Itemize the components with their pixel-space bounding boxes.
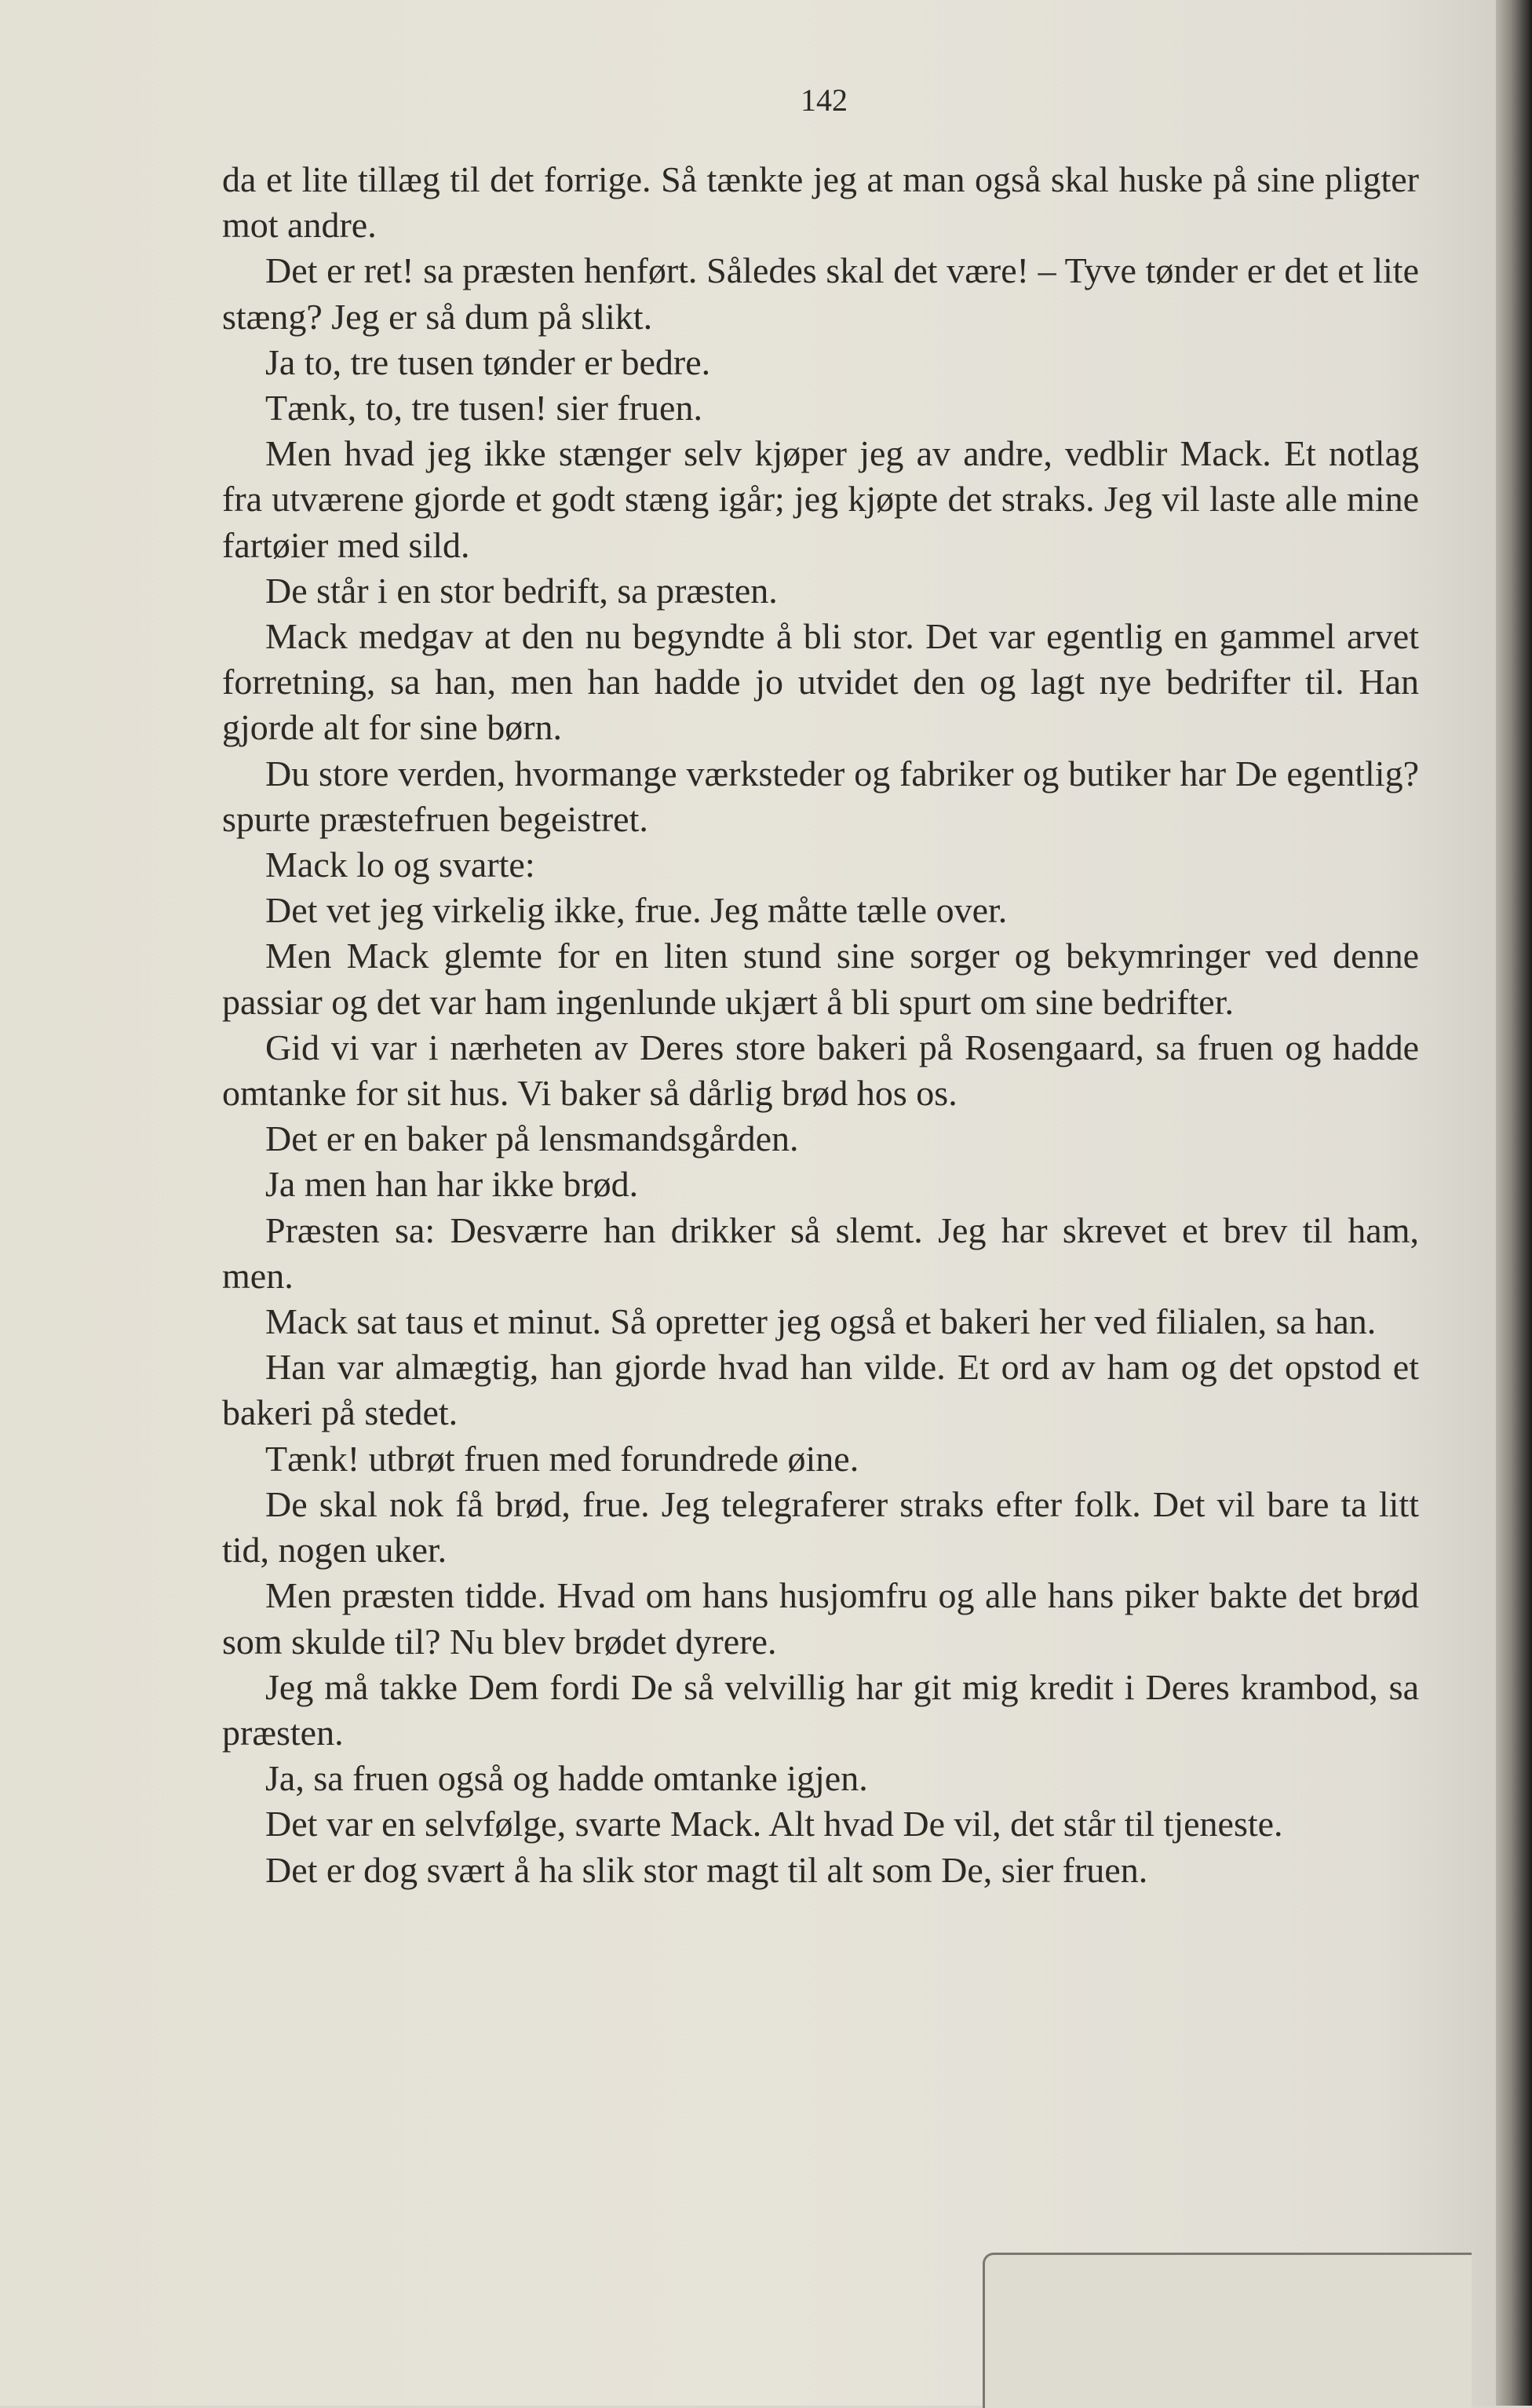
paragraph: Præsten sa: Desværre han drikker så slemt. Jeg har skrevet et brev til ham, men. [222,1209,1419,1296]
body-text [222,157,1419,1893]
paragraph: Det vet jeg virkelig ikke, frue. Jeg måtte tælle over. [265,890,1008,931]
page-tab-marker [983,2253,1472,2408]
paragraph: Tænk! utbrøt fruen med forundrede øine. [265,1438,859,1479]
paragraph: Ja men han har ikke brød. [265,1164,639,1205]
paragraph: Det er ret! sa præsten henført. Således skal det være! – Tyve tønder er det et lite stæng? Jeg er så dum på slikt. [222,250,1419,337]
page-edge-shadow [1496,0,1532,2406]
paragraph: De skal nok få brød, frue. Jeg telegraferer straks efter folk. Det vil bare ta litt tid, nogen uker. [222,1483,1419,1571]
paragraph: Gid vi var i nærheten av Deres store bakeri på Rosengaard, sa fruen og hadde omtanke for sit hus. Vi baker så dårlig brød hos os. [222,1027,1419,1114]
paragraph: Ja to, tre tusen tønder er bedre. [265,341,711,382]
paragraph: Mack lo og svarte: [265,845,535,885]
paragraph: Tænk, to, tre tusen! sier fruen. [265,388,702,429]
paragraph: Men præsten tidde. Hvad om hans husjomfru og alle hans piker bakte det brød som skulde til? Nu blev brødet dyrere. [222,1575,1419,1662]
paragraph: Men Mack glemte for en liten stund sine sorger og bekymringer ved denne passiar og det var ham ingenlunde ukjært å bli spurt om sine bedrifter. [222,936,1419,1022]
paragraph: Det er dog svært å ha slik stor magt til alt som De, sier fruen. [265,1849,1148,1890]
page-number: 142 [801,82,848,118]
paragraph: da et lite tillæg til det forrige. Så tænkte jeg at man også skal huske på sine pligter mot andre. [222,159,1419,246]
paragraph: De står i en stor bedrift, sa præsten. [265,570,778,611]
paragraph: Han var almægtig, han gjorde hvad han vilde. Et ord av ham og det opstod et bakeri på stedet. [222,1347,1419,1433]
paragraph: Mack sat taus et minut. Så opretter jeg også et bakeri her ved filialen, sa han. [265,1301,1377,1342]
paragraph: Det er en baker på lensmandsgården. [265,1118,799,1159]
paragraph: Jeg må takke Dem fordi De så velvillig har git mig kredit i Deres krambod, sa præsten. [222,1666,1419,1753]
paragraph: Mack medgav at den nu begyndte å bli stor. Det var egentlig en gammel arvet forretning, sa han, men han hadde jo utvidet den og lagt nye bedrifter til. Han gjorde alt for sine børn. [222,616,1419,748]
paragraph: Du store verden, hvormange værksteder og fabriker og butiker har De egentlig? spurte præstefruen begeistret. [222,753,1419,839]
paragraph: Det var en selvfølge, svarte Mack. Alt hvad De vil, det står til tjeneste. [265,1804,1283,1844]
paragraph: Ja, sa fruen også og hadde omtanke igjen. [265,1758,868,1799]
paragraph: Men hvad jeg ikke stænger selv kjøper jeg av andre, vedblir Mack. Et notlag fra utværene gjorde et godt stæng igår; jeg kjøpte det straks. Jeg vil laste alle mine fartøier med sild. [222,433,1419,565]
